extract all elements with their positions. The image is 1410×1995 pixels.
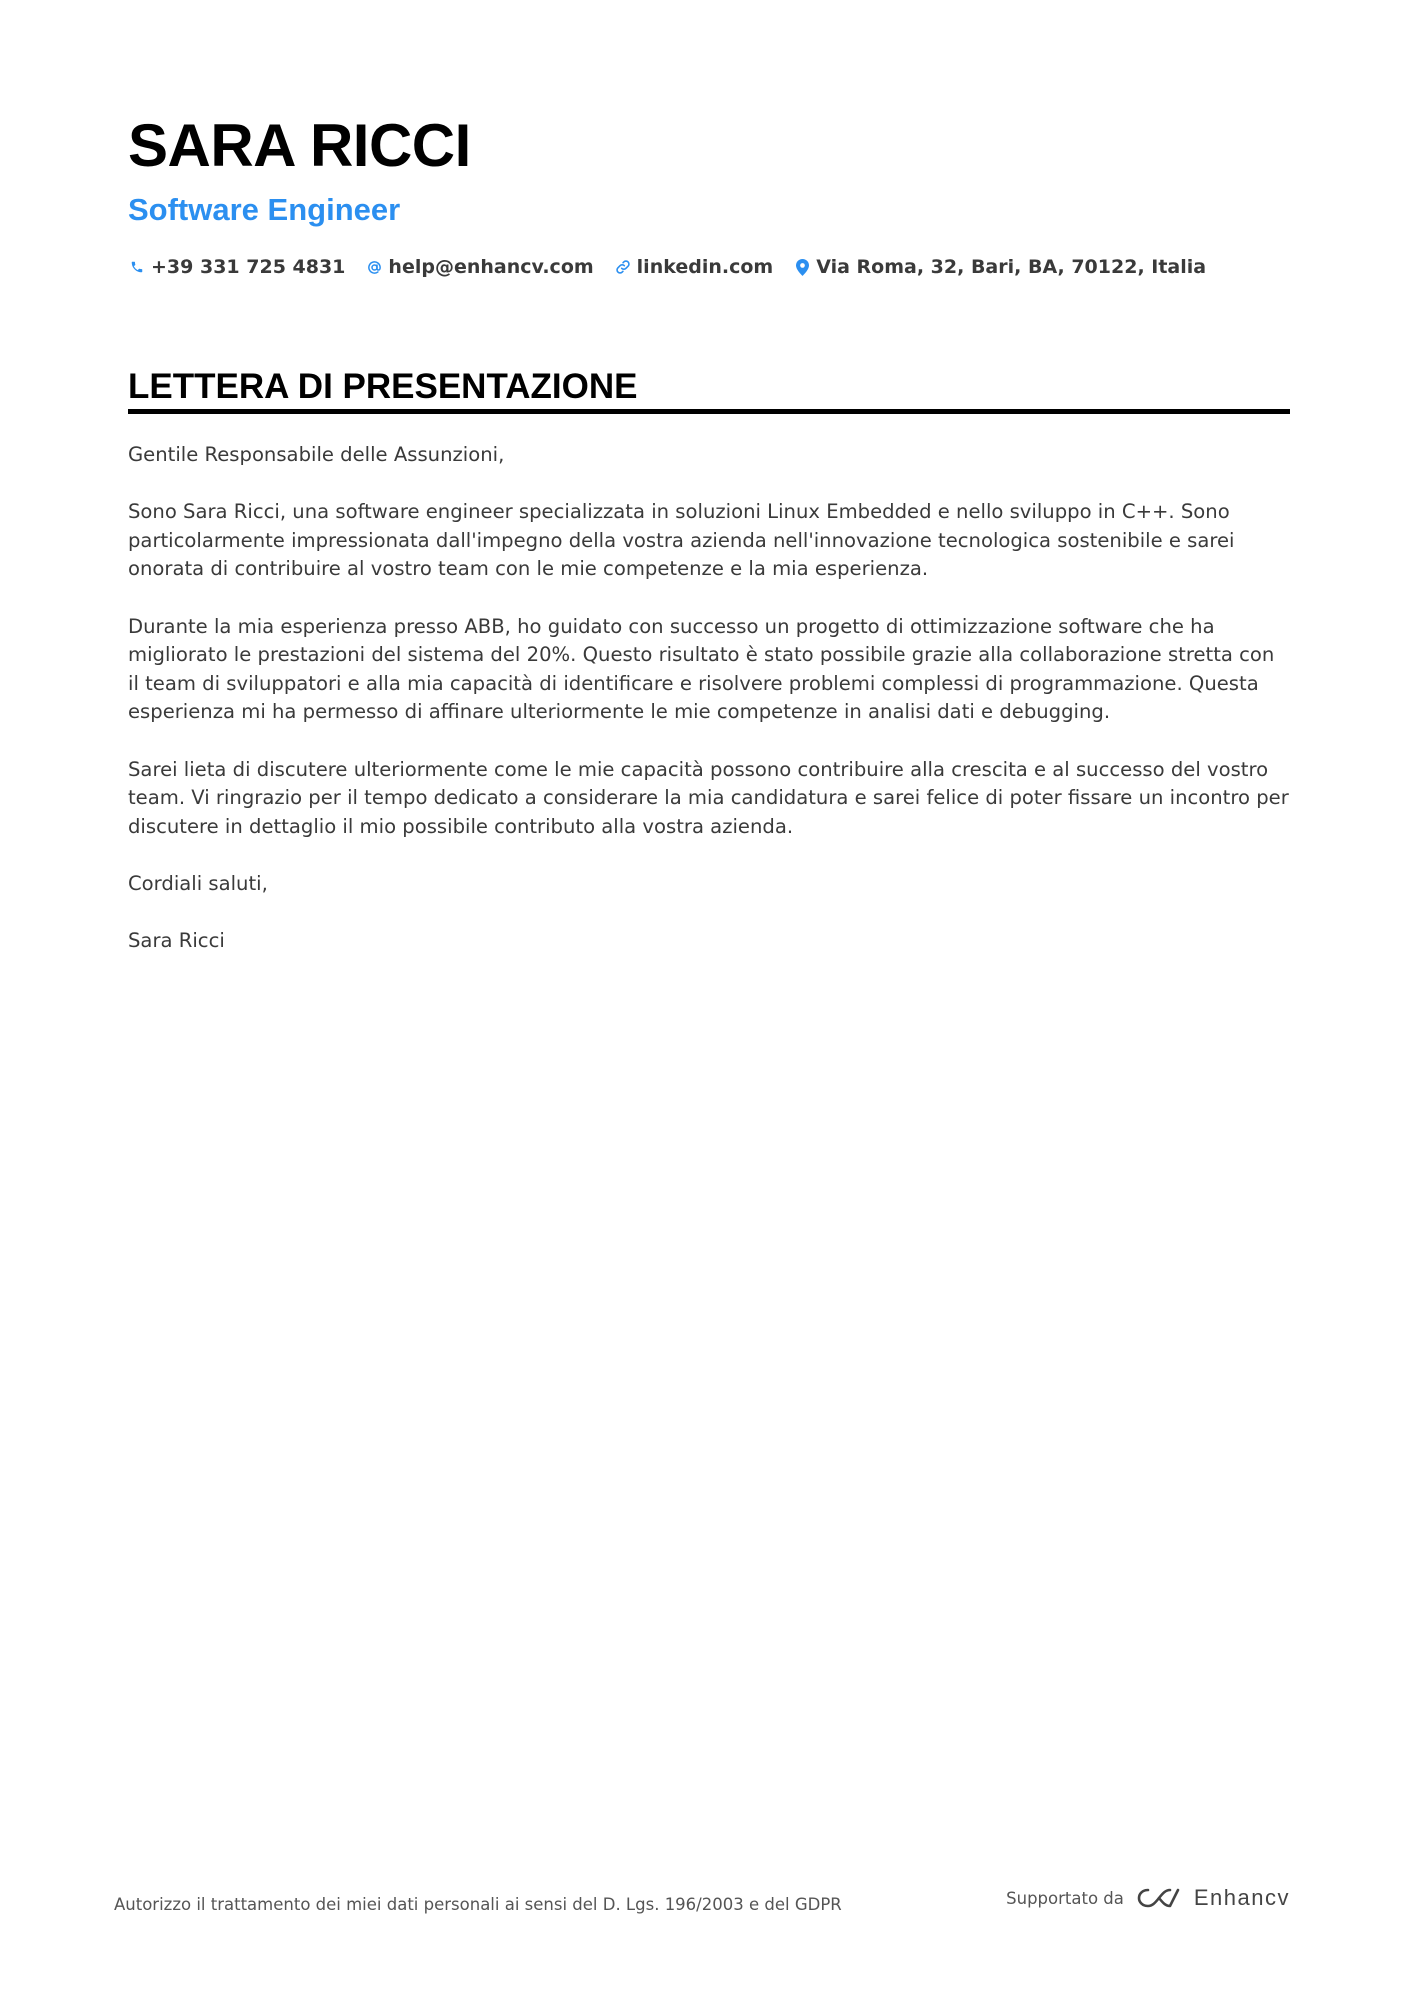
- privacy-consent-note: Autorizzo il trattamento dei miei dati personali ai sensi del D. Lgs. 196/2003 e del GDPR: [114, 1895, 842, 1914]
- enhancv-wordmark: Enhancv: [1193, 1885, 1290, 1910]
- powered-by-badge[interactable]: [1006, 1885, 1290, 1911]
- powered-by-label: Supportato da: [1006, 1888, 1124, 1908]
- letter-greeting: Gentile Responsabile delle Assunzioni,: [128, 443, 505, 466]
- contact-email-text: help@enhancv.com: [388, 256, 594, 278]
- letter-paragraph: Sarei lieta di discutere ulteriormente come le mie capacità possono contribuire alla crescita e al successo del vostro team. Vi ringrazio per il tempo dedicato a considerare la mia candidatura e sarei felice di poter fissare un incontro per discutere in dettaglio il mio possibile contributo alla vostra azienda.: [128, 757, 1289, 838]
- at-sign-icon: [365, 257, 383, 277]
- candidate-name: SARA RICCI: [128, 112, 471, 179]
- letter-signature: Sara Ricci: [128, 929, 225, 953]
- letter-paragraph: Durante la mia esperienza presso ABB, ho guidato con successo un progetto di ottimizzazione software che ha migliorato le prestazioni del sistema del 20%. Questo risultato è stato possibile grazie alla collaborazione stretta con il team di sviluppatori e alla mia capacità di identificare e risolvere problemi complessi di programmazione. Questa esperienza mi ha permesso di affinare ulteriormente le mie competenze in analisi dati e debugging.: [128, 614, 1275, 724]
- contact-linkedin[interactable]: [614, 252, 774, 282]
- contact-phone[interactable]: [128, 252, 345, 282]
- contact-address-text: Via Roma, 32, Bari, BA, 70122, Italia: [816, 256, 1207, 278]
- letter-closing: Cordiali saluti,: [128, 871, 268, 895]
- letter-body: [128, 441, 1290, 984]
- contact-row: [128, 252, 1226, 282]
- contact-phone-text: +39 331 725 4831: [151, 256, 346, 278]
- enhancv-logo-icon: [1136, 1886, 1182, 1910]
- letter-paragraph: Sono Sara Ricci, una software engineer specializzata in soluzioni Linux Embedded e nello sviluppo in C++. Sono particolarmente impressionata dall'impegno della vostra azienda nell'innovazione tecnologica sostenibile e sarei onorata di contribuire al vostro team con le mie competenze e la mia esperienza.: [128, 500, 1235, 581]
- contact-linkedin-text: linkedin.com: [636, 256, 774, 278]
- phone-icon: [128, 257, 146, 277]
- contact-email[interactable]: [365, 252, 593, 282]
- section-divider: [128, 409, 1290, 414]
- location-pin-icon: [793, 257, 811, 277]
- link-icon: [614, 257, 632, 277]
- section-title: LETTERA DI PRESENTAZIONE: [128, 367, 638, 406]
- candidate-role: Software Engineer: [128, 192, 401, 227]
- contact-address: [793, 252, 1206, 282]
